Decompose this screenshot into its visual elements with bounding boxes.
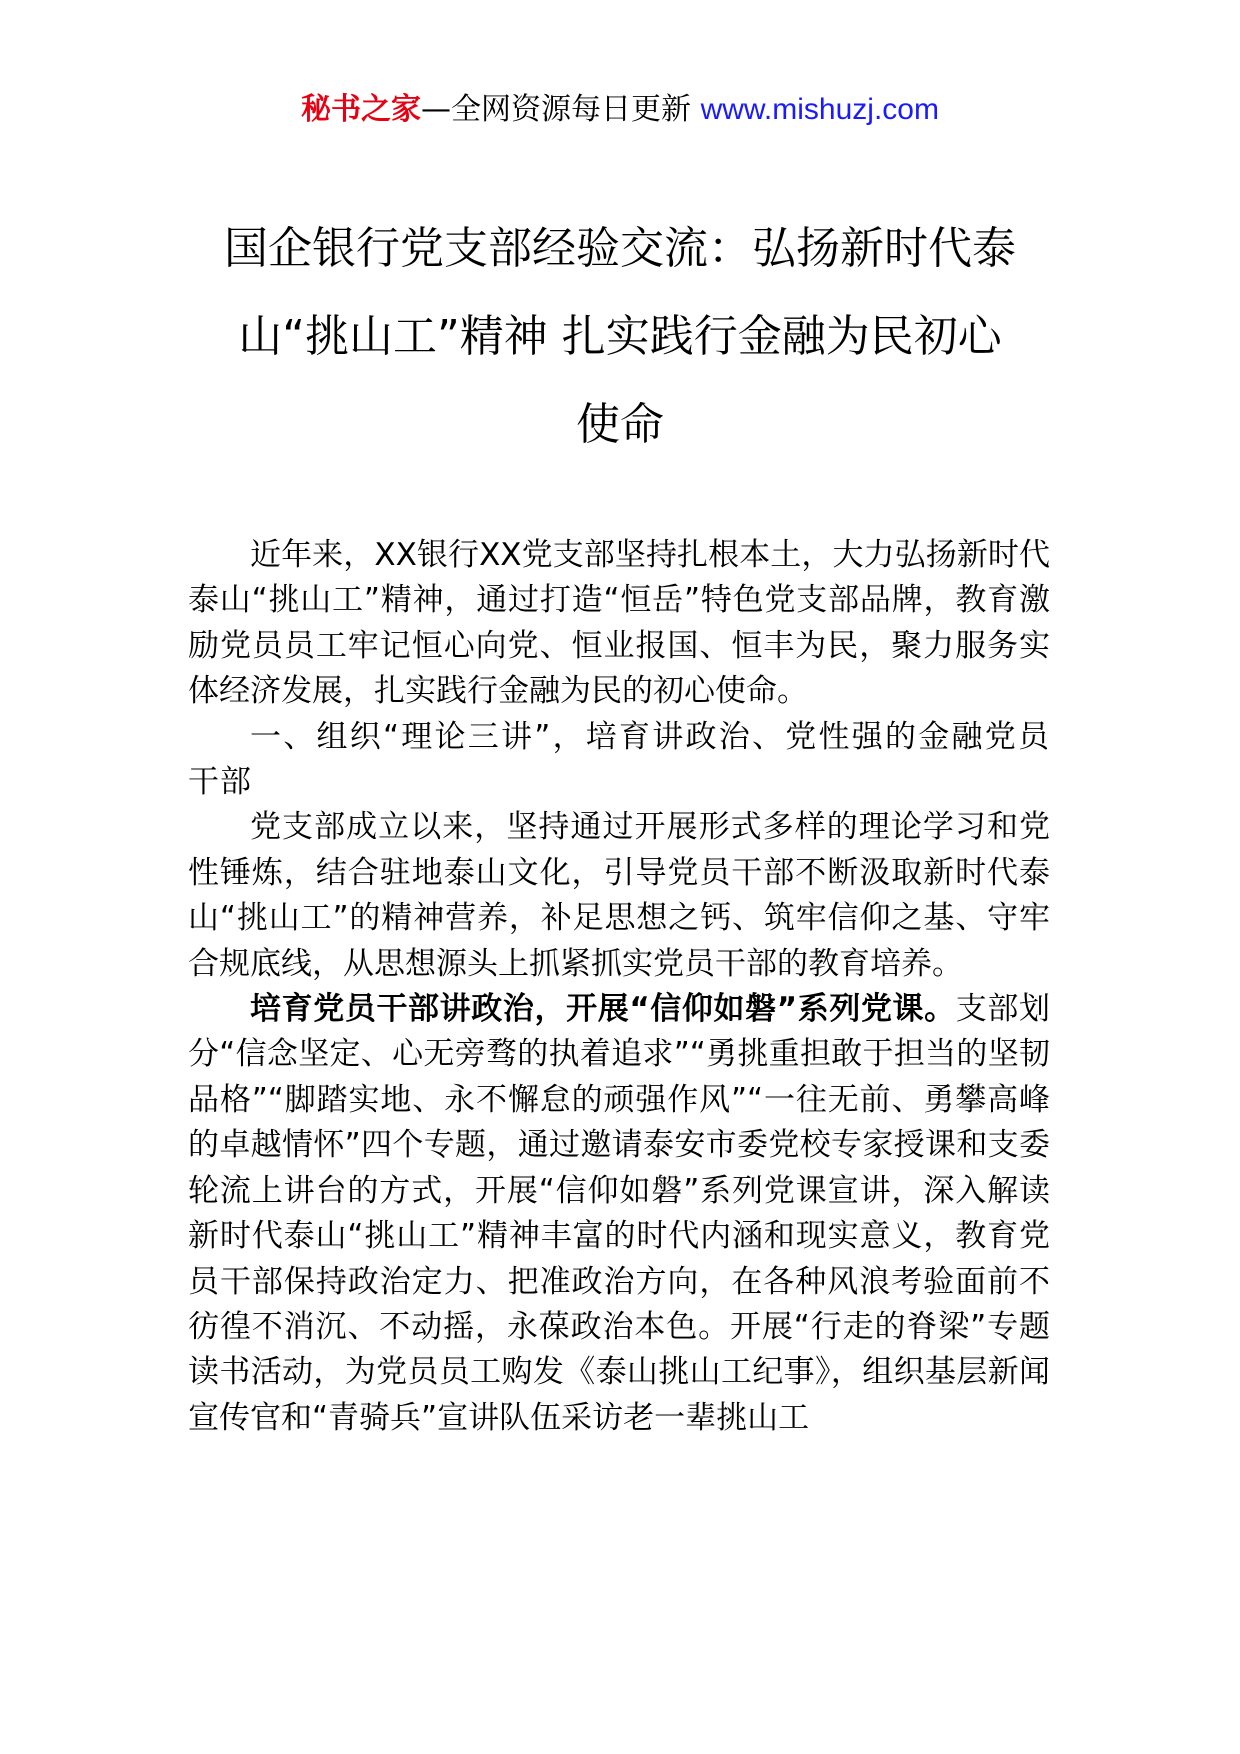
intro-paragraph: 近年来，XX银行XX党支部坚持扎根本土，大力弘扬新时代泰山“挑山工”精神，通过打造“恒岳”特色党支部品牌，教育激励党员员工牢记恒心向党、恒业报国、恒丰为民，聚力服务实体经济发展，扎实践行金融为民的初心使命。 — [188, 537, 1050, 710]
document-title — [180, 205, 1060, 469]
site-brand: 秘书之家 — [301, 92, 422, 127]
subsection-1-paragraph — [188, 987, 1050, 1441]
subsection-1-lead: 培育党员干部讲政治，开展“信仰如磐”系列党课。 — [250, 991, 956, 1028]
section-1-heading: 一、组织“理论三讲”，培育讲政治、党性强的金融党员干部 — [188, 718, 1050, 801]
document-body — [188, 533, 1050, 1441]
subsection-1-text: 支部划分“信念坚定、心无旁骛的执着追求”“勇挑重担敢于担当的坚韧品格”“脚踏实地、永不懈怠的顽强作风”“一往无前、勇攀高峰的卓越情怀”四个专题，通过邀请泰安市委党校专家授课和支委轮流上讲台的方式，开展“信仰如磐”系列党课宣讲，深入解读新时代泰山“挑山工”精神丰富的时代内涵和现实意义，教育党员干部保持政治定力、把准政治方向，在各种风浪考验面前不彷徨不消沉、不动摇，永葆政治本色。开展“行走的脊梁”专题读书活动，为党员员工购发《泰山挑山工纪事》，组织基层新闻宣传官和“青骑兵”宣讲队伍采访老一辈挑山工 — [188, 991, 1051, 1436]
section-1-paragraph: 党支部成立以来，坚持通过开展形式多样的理论学习和党性锤炼，结合驻地泰山文化，引导党员干部不断汲取新时代泰山“挑山工”的精神营养，补足思想之钙、筑牢信仰之基、守牢合规底线，从思想源头上抓紧抓实党员干部的教育培养。 — [188, 809, 1050, 982]
site-tagline: —全网资源每日更新 — [421, 92, 701, 127]
title-line-1: 国企银行党支部经验交流：弘扬新时代泰 — [224, 223, 1016, 274]
title-line-2: 山“挑山工”精神 扎实践行金融为民初心 — [238, 311, 1002, 362]
site-url-link[interactable]: www.mishuzj.com — [700, 93, 939, 126]
site-header — [0, 90, 1240, 130]
title-line-3: 使命 — [576, 399, 664, 450]
